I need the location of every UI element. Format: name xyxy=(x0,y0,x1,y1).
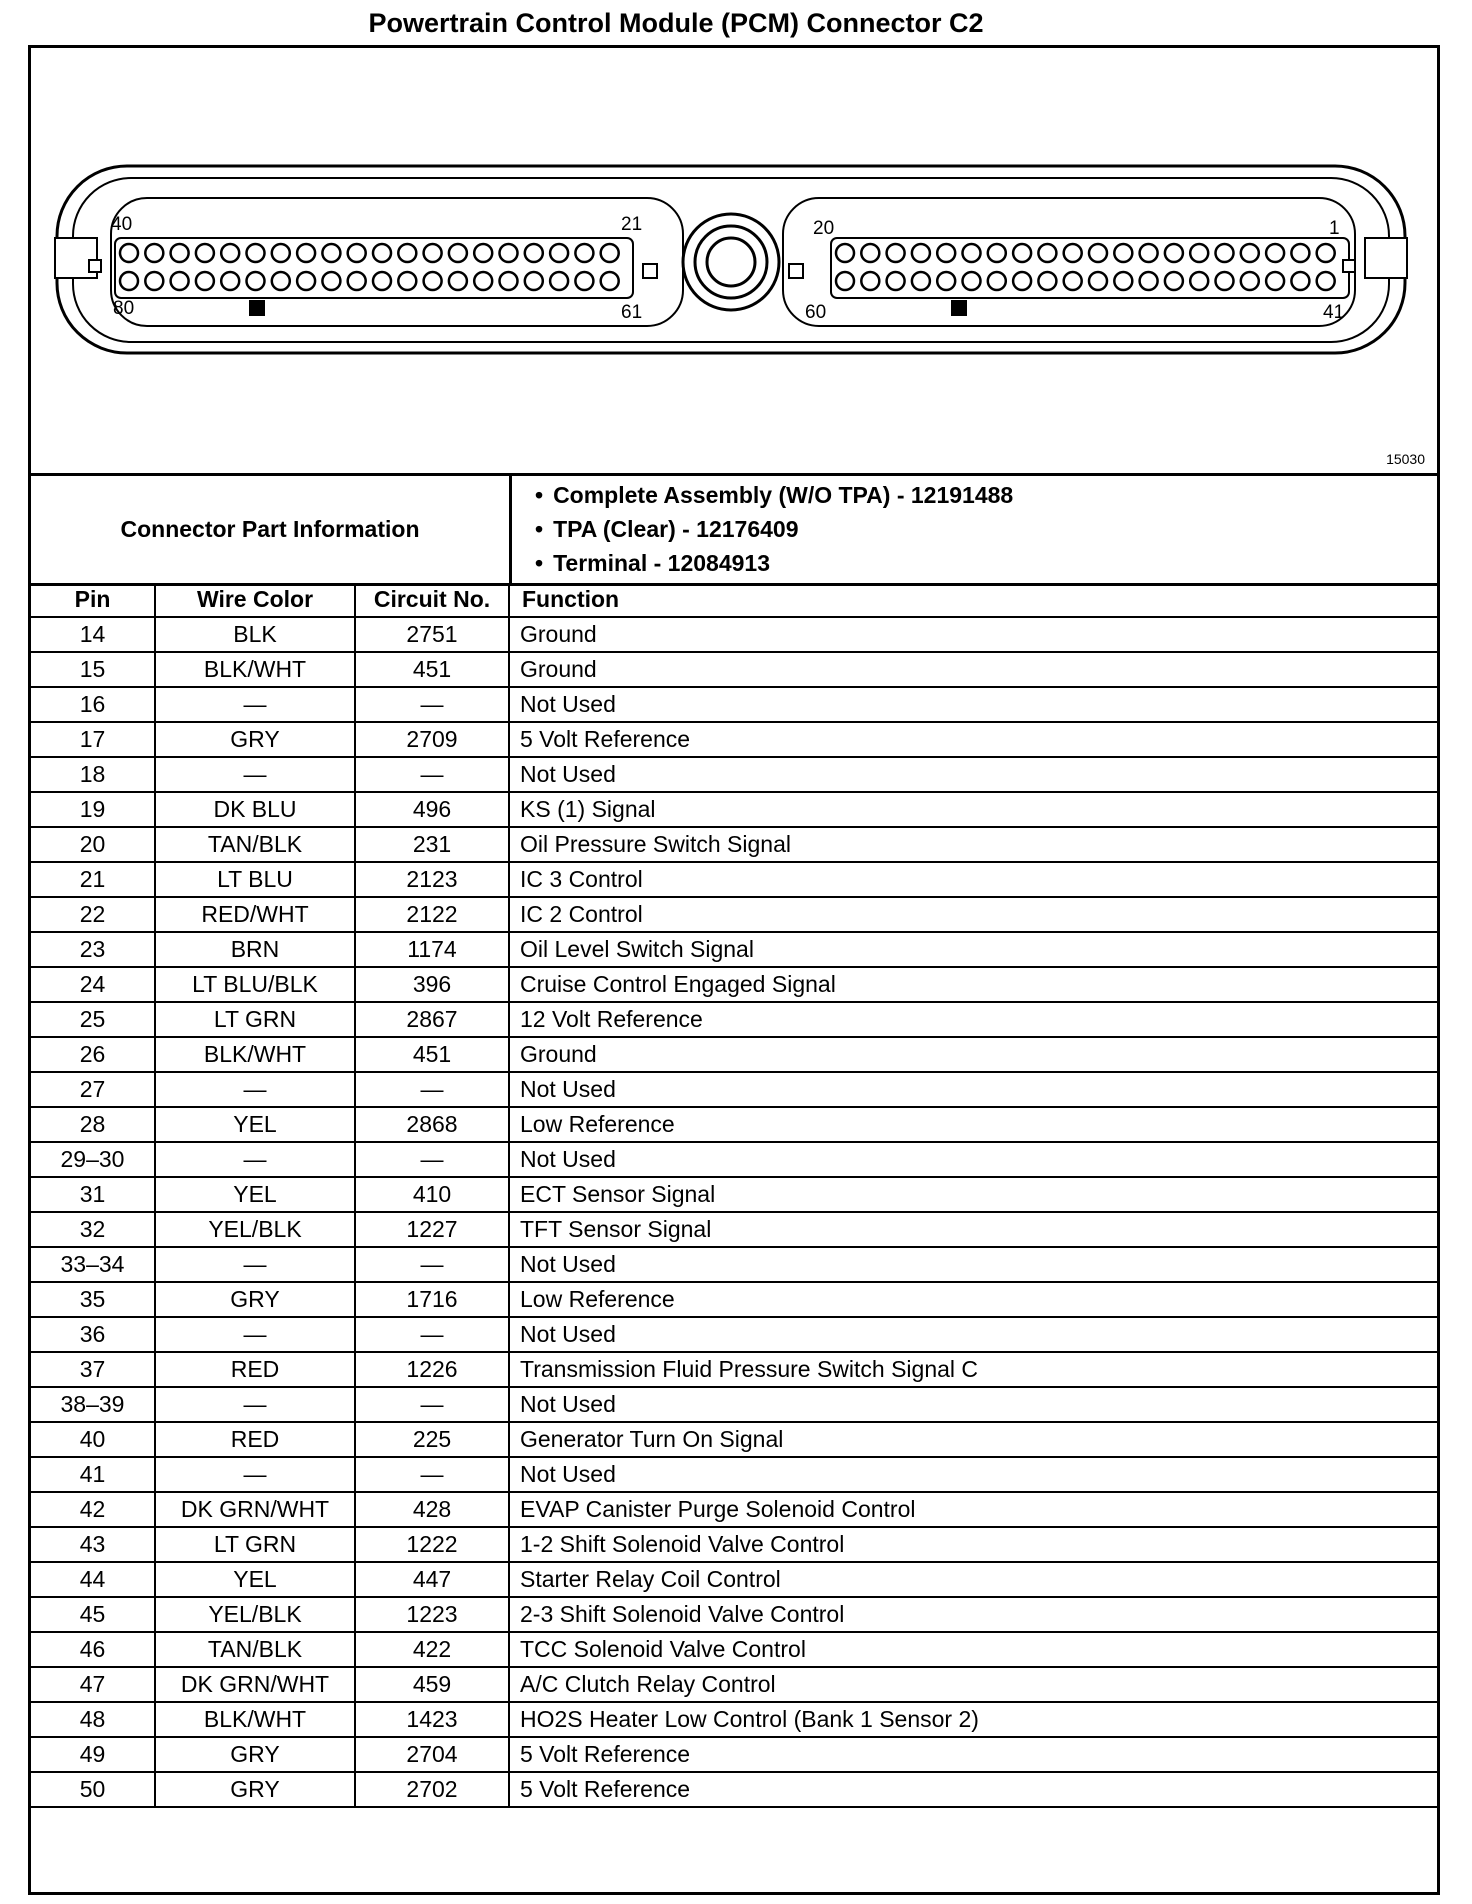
pin-row-left-top xyxy=(120,244,619,262)
cell-function: Not Used xyxy=(509,757,1437,792)
connector-pin xyxy=(1013,272,1031,290)
cell-function: 5 Volt Reference xyxy=(509,1737,1437,1772)
connector-pin xyxy=(836,244,854,262)
cell-function: 12 Volt Reference xyxy=(509,1002,1437,1037)
table-row xyxy=(31,1492,1437,1527)
cell-pin: 19 xyxy=(31,792,155,827)
cell-circuit-no: — xyxy=(355,1387,509,1422)
cell-circuit-no: 451 xyxy=(355,1037,509,1072)
table-row xyxy=(31,652,1437,687)
cell-wire-color: BLK/WHT xyxy=(155,1037,355,1072)
pin-row-right-bottom xyxy=(836,272,1335,290)
table-row xyxy=(31,1002,1437,1037)
cell-wire-color: TAN/BLK xyxy=(155,827,355,862)
cell-circuit-no: — xyxy=(355,687,509,722)
table-row xyxy=(31,687,1437,722)
cell-wire-color: LT BLU/BLK xyxy=(155,967,355,1002)
cell-pin: 16 xyxy=(31,687,155,722)
table-row xyxy=(31,1527,1437,1562)
header-function: Function xyxy=(509,583,1437,617)
cell-function: Cruise Control Engaged Signal xyxy=(509,967,1437,1002)
cell-function: Transmission Fluid Pressure Switch Signal C xyxy=(509,1352,1437,1387)
cell-function: Not Used xyxy=(509,1142,1437,1177)
connector-pin xyxy=(861,272,879,290)
cell-circuit-no: 422 xyxy=(355,1632,509,1667)
cell-function: Ground xyxy=(509,652,1437,687)
cell-pin: 24 xyxy=(31,967,155,1002)
connector-pin xyxy=(1089,272,1107,290)
table-row xyxy=(31,967,1437,1002)
cell-function: IC 3 Control xyxy=(509,862,1437,897)
connector-pin xyxy=(221,244,239,262)
cell-function: IC 2 Control xyxy=(509,897,1437,932)
cell-circuit-no: 2709 xyxy=(355,722,509,757)
cell-circuit-no: 428 xyxy=(355,1492,509,1527)
connector-pin xyxy=(1291,272,1309,290)
pin-row-left-bottom xyxy=(120,272,619,290)
part-info-label: Connector Part Information xyxy=(31,476,512,583)
cell-function: A/C Clutch Relay Control xyxy=(509,1667,1437,1702)
pin-block-left xyxy=(111,198,683,326)
cell-circuit-no: — xyxy=(355,1457,509,1492)
cell-pin: 41 xyxy=(31,1457,155,1492)
connector-pin xyxy=(120,272,138,290)
cell-function: Oil Level Switch Signal xyxy=(509,932,1437,967)
table-header-row xyxy=(31,583,1437,617)
connector-pin xyxy=(525,272,543,290)
cell-wire-color: YEL xyxy=(155,1177,355,1212)
part-info-item: • Complete Assembly (W/O TPA) - 12191488 xyxy=(535,478,1013,512)
cell-pin: 47 xyxy=(31,1667,155,1702)
connector-pin xyxy=(988,244,1006,262)
table-row xyxy=(31,1422,1437,1457)
cell-wire-color: — xyxy=(155,757,355,792)
cell-pin: 37 xyxy=(31,1352,155,1387)
connector-pin xyxy=(449,272,467,290)
table-row xyxy=(31,722,1437,757)
connector-pin xyxy=(1165,244,1183,262)
cell-circuit-no: — xyxy=(355,1142,509,1177)
document-frame xyxy=(28,45,1440,1895)
connector-pin xyxy=(1089,244,1107,262)
cell-wire-color: DK BLU xyxy=(155,792,355,827)
cell-circuit-no: 2122 xyxy=(355,897,509,932)
connector-pin xyxy=(196,244,214,262)
tab-right-a xyxy=(789,264,803,278)
connector-pin xyxy=(575,272,593,290)
table-row xyxy=(31,1247,1437,1282)
connector-pin xyxy=(861,244,879,262)
table-row xyxy=(31,792,1437,827)
cell-circuit-no: 1223 xyxy=(355,1597,509,1632)
cell-circuit-no: 396 xyxy=(355,967,509,1002)
cell-wire-color: DK GRN/WHT xyxy=(155,1667,355,1702)
cell-wire-color: BLK/WHT xyxy=(155,652,355,687)
cell-wire-color: LT GRN xyxy=(155,1002,355,1037)
cell-wire-color: LT BLU xyxy=(155,862,355,897)
pin-label-20: 20 xyxy=(813,218,835,239)
cell-wire-color: — xyxy=(155,1247,355,1282)
table-row xyxy=(31,1632,1437,1667)
pin-label-40: 40 xyxy=(111,214,133,235)
cell-function: Starter Relay Coil Control xyxy=(509,1562,1437,1597)
cell-pin: 23 xyxy=(31,932,155,967)
connector-pin xyxy=(1140,272,1158,290)
connector-pin xyxy=(398,244,416,262)
connector-pin xyxy=(963,244,981,262)
cell-circuit-no: 2123 xyxy=(355,862,509,897)
connector-pin xyxy=(963,272,981,290)
table-row xyxy=(31,1597,1437,1632)
connector-pin xyxy=(474,244,492,262)
cell-wire-color: BRN xyxy=(155,932,355,967)
cell-pin: 25 xyxy=(31,1002,155,1037)
cell-wire-color: RED xyxy=(155,1422,355,1457)
cell-circuit-no: 410 xyxy=(355,1177,509,1212)
cell-wire-color: BLK/WHT xyxy=(155,1702,355,1737)
cell-wire-color: — xyxy=(155,1072,355,1107)
connector-pin xyxy=(601,244,619,262)
connector-pin xyxy=(297,244,315,262)
connector-pin xyxy=(937,244,955,262)
cell-pin: 21 xyxy=(31,862,155,897)
cell-circuit-no: — xyxy=(355,1072,509,1107)
cell-pin: 49 xyxy=(31,1737,155,1772)
connector-pin xyxy=(247,244,265,262)
cell-function: 2-3 Shift Solenoid Valve Control xyxy=(509,1597,1437,1632)
cell-function: EVAP Canister Purge Solenoid Control xyxy=(509,1492,1437,1527)
cell-wire-color: — xyxy=(155,1317,355,1352)
connector-pin xyxy=(1038,272,1056,290)
table-row xyxy=(31,897,1437,932)
connector-pin xyxy=(1013,244,1031,262)
cell-pin: 18 xyxy=(31,757,155,792)
cell-circuit-no: 2867 xyxy=(355,1002,509,1037)
table-row xyxy=(31,1177,1437,1212)
cell-function: Not Used xyxy=(509,1387,1437,1422)
header-wire-color: Wire Color xyxy=(155,583,355,617)
cell-wire-color: — xyxy=(155,1387,355,1422)
header-circuit-no: Circuit No. xyxy=(355,583,509,617)
cell-circuit-no: 496 xyxy=(355,792,509,827)
cell-function: 1-2 Shift Solenoid Valve Control xyxy=(509,1527,1437,1562)
cell-function: Ground xyxy=(509,617,1437,652)
cell-pin: 36 xyxy=(31,1317,155,1352)
page-title: Powertrain Control Module (PCM) Connector C2 xyxy=(368,8,984,38)
table-row xyxy=(31,1737,1437,1772)
table-row xyxy=(31,1457,1437,1492)
connector-pin xyxy=(1216,244,1234,262)
center-bolt-outer xyxy=(683,214,779,310)
cell-function: Low Reference xyxy=(509,1107,1437,1142)
cell-function: KS (1) Signal xyxy=(509,792,1437,827)
cell-function: HO2S Heater Low Control (Bank 1 Sensor 2) xyxy=(509,1702,1437,1737)
cell-pin: 31 xyxy=(31,1177,155,1212)
connector-pin xyxy=(424,244,442,262)
connector-pin xyxy=(937,272,955,290)
cell-circuit-no: 2702 xyxy=(355,1772,509,1807)
connector-pin xyxy=(1114,244,1132,262)
cell-pin: 22 xyxy=(31,897,155,932)
cell-circuit-no: 1222 xyxy=(355,1527,509,1562)
connector-pin xyxy=(449,244,467,262)
latch-right xyxy=(1365,238,1407,278)
cell-pin: 48 xyxy=(31,1702,155,1737)
connector-pin xyxy=(424,272,442,290)
connector-pin xyxy=(1216,272,1234,290)
cell-pin: 50 xyxy=(31,1772,155,1807)
connector-pin xyxy=(1241,244,1259,262)
connector-pin xyxy=(912,244,930,262)
cell-pin: 45 xyxy=(31,1597,155,1632)
cell-wire-color: — xyxy=(155,1142,355,1177)
cell-circuit-no: — xyxy=(355,1247,509,1282)
connector-pin xyxy=(145,272,163,290)
connector-pin xyxy=(221,272,239,290)
connector-pin xyxy=(1064,244,1082,262)
connector-pin xyxy=(601,272,619,290)
cell-function: Not Used xyxy=(509,1457,1437,1492)
cell-circuit-no: 1226 xyxy=(355,1352,509,1387)
table-row xyxy=(31,1317,1437,1352)
tab-right-b xyxy=(1343,260,1355,272)
cell-wire-color: — xyxy=(155,1457,355,1492)
key-right xyxy=(951,300,967,316)
connector-pin xyxy=(171,272,189,290)
part-info-item: • TPA (Clear) - 12176409 xyxy=(535,512,1013,546)
table-row xyxy=(31,757,1437,792)
connector-pin xyxy=(500,244,518,262)
connector-pin xyxy=(373,272,391,290)
cell-circuit-no: 2868 xyxy=(355,1107,509,1142)
table-row xyxy=(31,1772,1437,1807)
connector-drawing xyxy=(31,48,1437,473)
connector-pin xyxy=(474,272,492,290)
cell-function: Oil Pressure Switch Signal xyxy=(509,827,1437,862)
cell-circuit-no: — xyxy=(355,1317,509,1352)
connector-pin xyxy=(887,272,905,290)
cell-circuit-no: 1716 xyxy=(355,1282,509,1317)
cell-pin: 32 xyxy=(31,1212,155,1247)
cell-wire-color: GRY xyxy=(155,1282,355,1317)
pin-label-41: 41 xyxy=(1323,302,1345,323)
cell-pin: 44 xyxy=(31,1562,155,1597)
cell-wire-color: YEL xyxy=(155,1107,355,1142)
cell-function: Ground xyxy=(509,1037,1437,1072)
table-row xyxy=(31,1387,1437,1422)
cell-function: 5 Volt Reference xyxy=(509,1772,1437,1807)
pin-table xyxy=(31,583,1437,1808)
cell-pin: 28 xyxy=(31,1107,155,1142)
connector-pin xyxy=(550,244,568,262)
cell-pin: 35 xyxy=(31,1282,155,1317)
connector-pin xyxy=(322,272,340,290)
table-row xyxy=(31,862,1437,897)
connector-pin xyxy=(272,244,290,262)
connector-pin xyxy=(171,244,189,262)
cell-function: 5 Volt Reference xyxy=(509,722,1437,757)
cell-wire-color: DK GRN/WHT xyxy=(155,1492,355,1527)
cell-circuit-no: — xyxy=(355,757,509,792)
pin-label-60: 60 xyxy=(805,302,827,323)
cell-function: Not Used xyxy=(509,1247,1437,1282)
cell-pin: 15 xyxy=(31,652,155,687)
cell-circuit-no: 1423 xyxy=(355,1702,509,1737)
part-info-item: • Terminal - 12084913 xyxy=(535,546,1013,580)
connector-pin xyxy=(145,244,163,262)
cell-wire-color: GRY xyxy=(155,722,355,757)
connector-pin xyxy=(836,272,854,290)
cell-pin: 17 xyxy=(31,722,155,757)
table-row xyxy=(31,1072,1437,1107)
table-row xyxy=(31,827,1437,862)
cell-wire-color: YEL/BLK xyxy=(155,1597,355,1632)
tab-left-b xyxy=(643,264,657,278)
connector-pin xyxy=(120,244,138,262)
connector-pin xyxy=(1317,244,1335,262)
connector-pin xyxy=(550,272,568,290)
connector-pin xyxy=(1038,244,1056,262)
connector-pin xyxy=(1165,272,1183,290)
cell-pin: 27 xyxy=(31,1072,155,1107)
connector-pin xyxy=(348,244,366,262)
connector-pin xyxy=(912,272,930,290)
connector-pin xyxy=(1190,272,1208,290)
cell-pin: 43 xyxy=(31,1527,155,1562)
pin-label-61: 61 xyxy=(621,302,643,323)
part-info-list xyxy=(535,478,1013,580)
connector-pin xyxy=(196,272,214,290)
pin-row-right-top xyxy=(836,244,1335,262)
connector-diagram xyxy=(31,48,1437,476)
cell-pin: 40 xyxy=(31,1422,155,1457)
cell-wire-color: LT GRN xyxy=(155,1527,355,1562)
key-left xyxy=(249,300,265,316)
table-row xyxy=(31,1667,1437,1702)
cell-circuit-no: 447 xyxy=(355,1562,509,1597)
connector-pin xyxy=(525,244,543,262)
table-row xyxy=(31,932,1437,967)
connector-pin xyxy=(500,272,518,290)
cell-circuit-no: 1174 xyxy=(355,932,509,967)
pin-label-1: 1 xyxy=(1329,218,1340,239)
cell-circuit-no: 451 xyxy=(355,652,509,687)
table-row xyxy=(31,1282,1437,1317)
cell-circuit-no: 459 xyxy=(355,1667,509,1702)
pin-label-21: 21 xyxy=(621,214,643,235)
cell-pin: 14 xyxy=(31,617,155,652)
cell-wire-color: BLK xyxy=(155,617,355,652)
connector-pin xyxy=(322,244,340,262)
table-row xyxy=(31,1142,1437,1177)
cell-pin: 42 xyxy=(31,1492,155,1527)
connector-pin xyxy=(1114,272,1132,290)
connector-pin xyxy=(1140,244,1158,262)
connector-pin xyxy=(373,244,391,262)
cell-pin: 26 xyxy=(31,1037,155,1072)
cell-function: Not Used xyxy=(509,1317,1437,1352)
table-row xyxy=(31,1212,1437,1247)
cell-pin: 38–39 xyxy=(31,1387,155,1422)
table-row xyxy=(31,1107,1437,1142)
table-row xyxy=(31,1352,1437,1387)
connector-pin xyxy=(887,244,905,262)
cell-function: ECT Sensor Signal xyxy=(509,1177,1437,1212)
cell-circuit-no: 231 xyxy=(355,827,509,862)
connector-pin xyxy=(1291,244,1309,262)
header-pin: Pin xyxy=(31,583,155,617)
cell-function: TFT Sensor Signal xyxy=(509,1212,1437,1247)
cell-circuit-no: 2751 xyxy=(355,617,509,652)
figure-number: 15030 xyxy=(1386,451,1425,467)
cell-wire-color: GRY xyxy=(155,1737,355,1772)
connector-pin xyxy=(1317,272,1335,290)
cell-pin: 29–30 xyxy=(31,1142,155,1177)
cell-wire-color: TAN/BLK xyxy=(155,1632,355,1667)
cell-function: Low Reference xyxy=(509,1282,1437,1317)
connector-pin xyxy=(1064,272,1082,290)
pin-label-80: 80 xyxy=(113,298,135,319)
cell-wire-color: RED/WHT xyxy=(155,897,355,932)
cell-function: TCC Solenoid Valve Control xyxy=(509,1632,1437,1667)
table-row xyxy=(31,1702,1437,1737)
cell-pin: 20 xyxy=(31,827,155,862)
cell-wire-color: — xyxy=(155,687,355,722)
connector-pin xyxy=(1241,272,1259,290)
connector-pin xyxy=(398,272,416,290)
cell-circuit-no: 1227 xyxy=(355,1212,509,1247)
connector-pin xyxy=(575,244,593,262)
cell-function: Not Used xyxy=(509,687,1437,722)
cell-function: Generator Turn On Signal xyxy=(509,1422,1437,1457)
connector-pin xyxy=(1190,244,1208,262)
cell-function: Not Used xyxy=(509,1072,1437,1107)
table-row xyxy=(31,617,1437,652)
connector-pin xyxy=(297,272,315,290)
cell-circuit-no: 225 xyxy=(355,1422,509,1457)
tab-left-a xyxy=(89,260,101,272)
cell-circuit-no: 2704 xyxy=(355,1737,509,1772)
cell-wire-color: YEL/BLK xyxy=(155,1212,355,1247)
connector-pin xyxy=(988,272,1006,290)
table-row xyxy=(31,1037,1437,1072)
connector-pin xyxy=(247,272,265,290)
connector-pin xyxy=(348,272,366,290)
connector-part-info xyxy=(31,476,1437,586)
cell-pin: 33–34 xyxy=(31,1247,155,1282)
connector-pin xyxy=(1266,244,1284,262)
cell-wire-color: GRY xyxy=(155,1772,355,1807)
connector-pin xyxy=(1266,272,1284,290)
cell-wire-color: YEL xyxy=(155,1562,355,1597)
table-row xyxy=(31,1562,1437,1597)
connector-pin xyxy=(272,272,290,290)
cell-pin: 46 xyxy=(31,1632,155,1667)
cell-wire-color: RED xyxy=(155,1352,355,1387)
